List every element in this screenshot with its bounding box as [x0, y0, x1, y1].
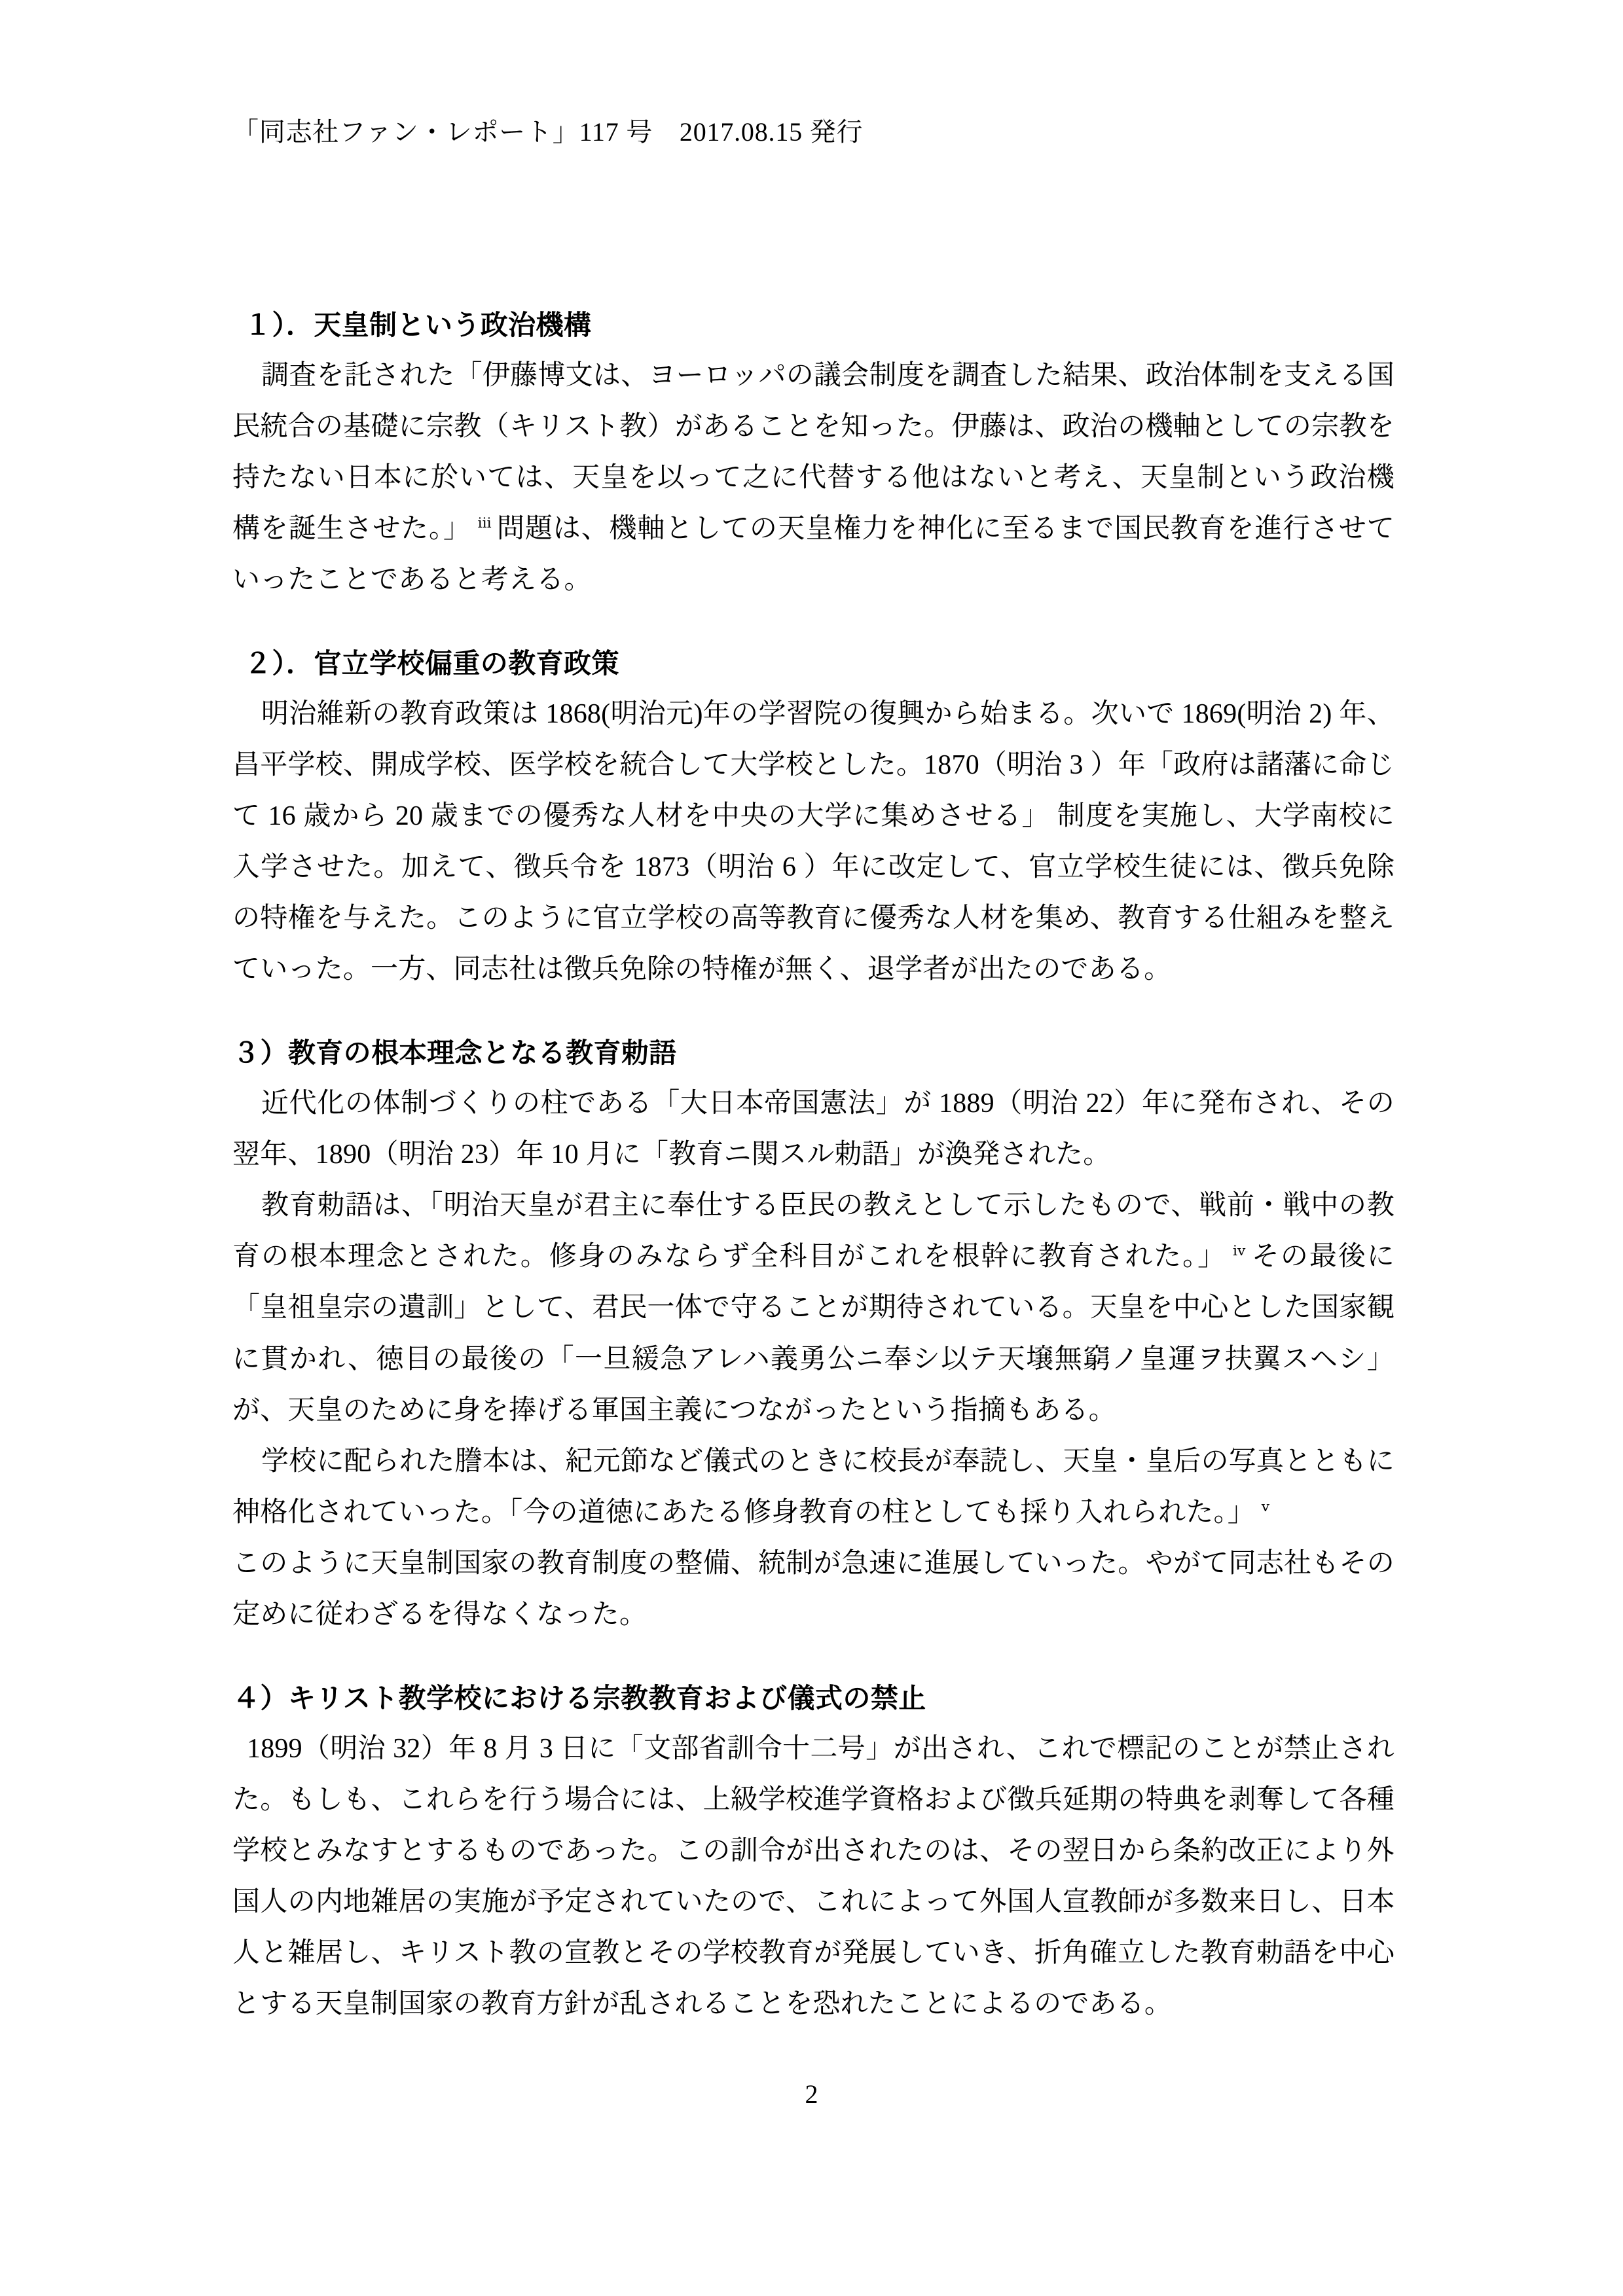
paragraph-lead-text: 近代化の体制づくりの柱である「大日本帝国憲法」が 1889（明治 22）年に発布され、その翌年、1890（明治 23）年 10 月に「教育ニ関スル勅語」が渙発された。: [232, 1088, 1395, 1170]
section-3-paragraph-3: [232, 1436, 1395, 1538]
page-number: 2: [805, 2079, 818, 2109]
section-1-heading: １）．天皇制という政治機構: [244, 309, 592, 341]
section-1: [232, 308, 1395, 605]
section-4-heading: ４）キリスト教学校における宗教教育および儀式の禁止: [232, 1682, 926, 1715]
section-3-paragraph-2: [232, 1180, 1395, 1436]
running-header: 「同志社ファン・レポート」117 号 2017.08.15 発行: [232, 117, 864, 147]
paragraph-lead-text: 1899（明治 32）年 8 月 3 日に「文部省訓令十二号」が出され、これで標記のことが禁止された。もしも、これらを行う場合には、上級学校進学資格および徴兵延期の特典を剥奪して各種学校とみなすとするものであった。この訓令が出されたのは、その翌日から条約改正により外国人の内地雑居の実施が予定されていたので、これによって外国人宣教師が多数来日し、日本人と雑居し、キリスト教の宣教とその学校教育が発展していき、折角確立した教育勅語を中心とする天皇制国家の教育方針が乱されることを恐れたことによるのである。: [232, 1733, 1395, 2020]
section-spacer: [232, 605, 1395, 646]
section-4-paragraph-1: [232, 1723, 1395, 2030]
section-3-heading: ３）教育の根本理念となる教育勅語: [232, 1037, 677, 1069]
paragraph-lead-text: 学校に配られた謄本は、紀元節など儀式のときに校長が奉読し、天皇・皇后の写真とともに神格化されていった。「今の道徳にあたる修身教育の柱としても採り入れられた。」: [232, 1446, 1395, 1528]
document-body: [232, 308, 1395, 2030]
section-4: [232, 1681, 1395, 2030]
footnote-ref-v[interactable]: ⅴ: [1261, 1498, 1270, 1515]
paragraph-lead-text: このように天皇制国家の教育制度の整備、統制が急速に進展していった。やがて同志社もその定めに従わざるを得なくなった。: [232, 1548, 1395, 1630]
section-spacer: [232, 995, 1395, 1035]
paragraph-lead-text: 明治維新の教育政策は 1868(明治元)年の学習院の復興から始まる。次いで 1869(明治 2) 年、昌平学校、開成学校、医学校を統合して大学校とした。1870（明治 3 ）年「政府は諸藩に命じて 16 歳から 20 歳までの優秀な人材を中央の大学に集めさせる」 制度を実施し、大学南校に入学させた。加えて、徴兵令を 1873（明治 6 ）年に改定して、官立学校生徒には、徴兵免除の特権を与えた。このように官立学校の高等教育に優秀な人材を集め、教育する仕組みを整えていった。一方、同志社は徴兵免除の特権が無く、退学者が出たのである。: [232, 698, 1395, 985]
section-2-heading: ２）．官立学校偏重の教育政策: [244, 647, 619, 680]
section-3-paragraph-1: [232, 1078, 1395, 1180]
section-1-paragraph-1: [232, 350, 1395, 606]
section-3-paragraph-4: [232, 1538, 1395, 1640]
section-2: [232, 646, 1395, 995]
paragraph-lead-text: 教育勅語は、「明治天皇が君主に奉仕する臣民の教えとして示したもので、戦前・戦中の教育の根本理念とされた。修身のみならず全科目がこれを根幹に教育された。」: [232, 1191, 1395, 1272]
section-spacer: [232, 1640, 1395, 1681]
footnote-ref-iv[interactable]: ⅳ: [1232, 1243, 1247, 1259]
footnote-ref-iii[interactable]: ⅲ: [477, 514, 492, 531]
paragraph-tail-text: 問題は、機軸としての天皇権力を神化に至るまで国民教育を進行させていったことであると考える。: [232, 513, 1395, 596]
section-2-paragraph-1: [232, 689, 1395, 996]
paragraph-tail-text: その最後に「皇祖皇宗の遺訓」として、君民一体で守ることが期待されている。天皇を中心とした国家観に貫かれ、徳目の最後の「一旦緩急アレハ義勇公ニ奉シ以テ天壌無窮ノ皇運ヲ扶翼スヘシ」が、天皇のために身を捧げる軍国主義につながったという指摘もある。: [232, 1242, 1395, 1426]
section-3: [232, 1035, 1395, 1640]
paragraph-lead-text: 調査を託された「伊藤博文は、ヨーロッパの議会制度を調査した結果、政治体制を支える国民統合の基礎に宗教（キリスト教）があることを知った。伊藤は、政治の機軸としての宗教を持たない日本に於いては、天皇を以って之に代替する他はないと考え、天皇制という政治機構を誕生させた。」: [232, 360, 1395, 544]
